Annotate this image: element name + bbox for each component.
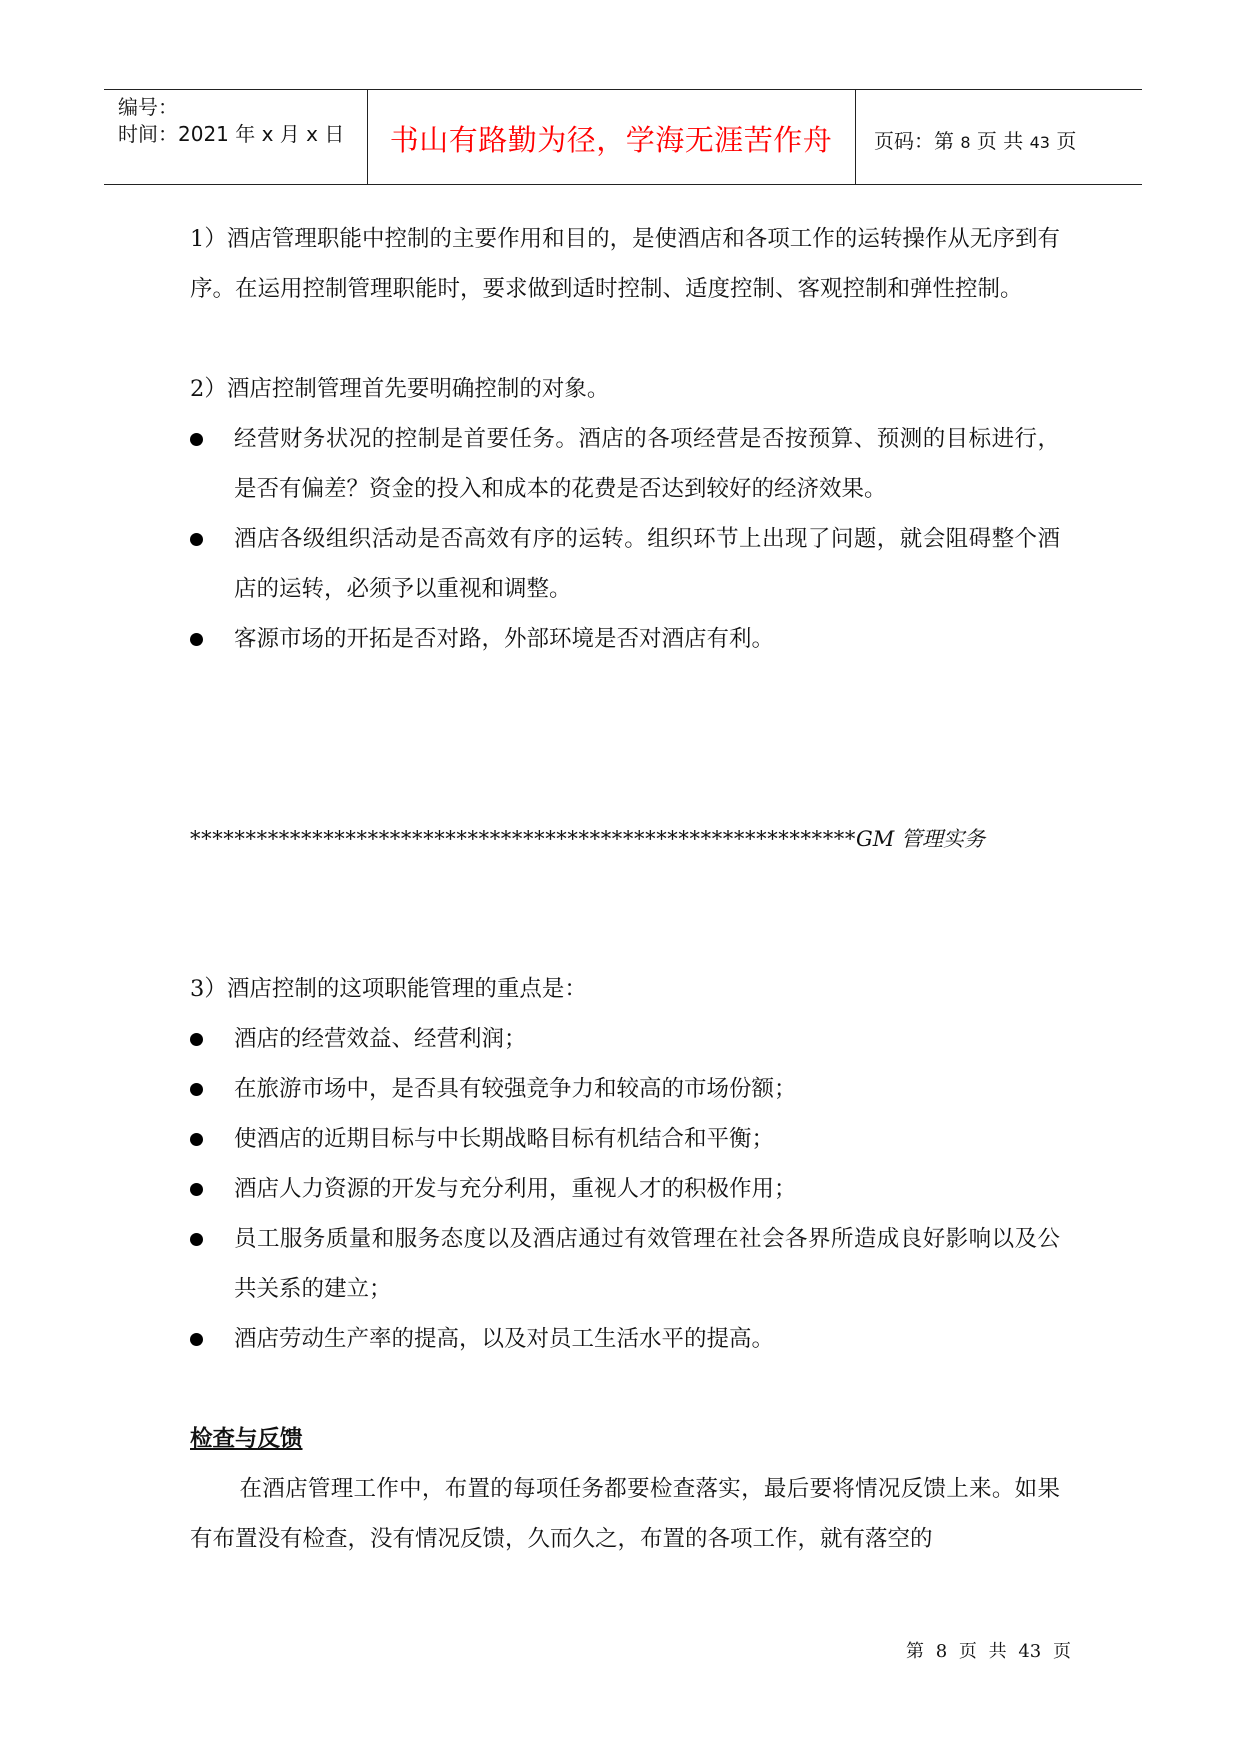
- bullet-icon: [190, 1033, 203, 1046]
- bullet-icon: [190, 633, 203, 646]
- bullet-icon: [190, 1333, 203, 1346]
- document-body: [190, 214, 1060, 1564]
- page-header: [104, 89, 1142, 185]
- document-number-label: 编号：: [118, 95, 178, 119]
- bullet-icon: [190, 1233, 203, 1246]
- page-footer: 第 8 页 共 43 页: [906, 1641, 1071, 1662]
- bullet-icon: [190, 1083, 203, 1096]
- header-divider: [855, 90, 856, 184]
- paragraph-inspection-feedback: 在酒店管理工作中，布置的每项任务都要检查落实，最后要将情况反馈上来。如果有布置没有检查，没有情况反馈，久而久之，布置的各项工作，就有落空的: [190, 1476, 1060, 1552]
- bullet-icon: [190, 433, 203, 446]
- list-item: 经营财务状况的控制是首要任务。酒店的各项经营是否按预算、预测的目标进行，是否有偏差？资金的投入和成本的花费是否达到较好的经济效果。: [190, 414, 1060, 514]
- list-item: 员工服务质量和服务态度以及酒店通过有效管理在社会各界所造成良好影响以及公共关系的建立；: [190, 1214, 1060, 1314]
- key-points-list: [190, 1014, 1060, 1364]
- separator-line: [190, 814, 1060, 864]
- bullet-icon: [190, 1183, 203, 1196]
- list-item: 在旅游市场中，是否具有较强竞争力和较高的市场份额；: [190, 1064, 1060, 1114]
- list-item: 酒店劳动生产率的提高，以及对员工生活水平的提高。: [190, 1314, 1060, 1364]
- document-time-label: 时间：2021 年 x 月 x 日: [118, 122, 345, 146]
- bullet-icon: [190, 533, 203, 546]
- list-item: 酒店的经营效益、经营利润；: [190, 1014, 1060, 1064]
- list-item: 使酒店的近期目标与中长期战略目标有机结合和平衡；: [190, 1114, 1060, 1164]
- section-heading: 检查与反馈: [190, 1426, 303, 1452]
- separator-tag: GM 管理实务: [856, 827, 985, 851]
- paragraph-key-points: 3）酒店控制的这项职能管理的重点是：: [190, 976, 587, 1002]
- page-suffix: 页: [1056, 129, 1077, 153]
- header-page-indicator: [874, 125, 1076, 154]
- list-item: 酒店人力资源的开发与充分利用，重视人才的积极作用；: [190, 1164, 1060, 1214]
- list-item: 酒店各级组织活动是否高效有序的运转。组织环节上出现了问题，就会阻碍整个酒店的运转，必须予以重视和调整。: [190, 514, 1060, 614]
- page-mid: 页 共: [976, 129, 1024, 153]
- paragraph-control-objects: 2）酒店控制管理首先要明确控制的对象。: [190, 376, 610, 402]
- control-objects-list: [190, 414, 1060, 664]
- page-current: 8: [960, 133, 971, 152]
- header-left-info: [118, 94, 344, 148]
- list-item: 客源市场的开拓是否对路，外部环境是否对酒店有利。: [190, 614, 1060, 664]
- bullet-icon: [190, 1133, 203, 1146]
- page-prefix: 页码：第: [874, 129, 954, 153]
- header-motto: 书山有路勤为径，学海无涯苦作舟: [389, 123, 833, 157]
- page-total: 43: [1029, 133, 1050, 152]
- separator-stars: ************************************************************: [190, 827, 856, 851]
- paragraph-control-purpose: 1）酒店管理职能中控制的主要作用和目的，是使酒店和各项工作的运转操作从无序到有序。在运用控制管理职能时，要求做到适时控制、适度控制、客观控制和弹性控制。: [190, 226, 1060, 302]
